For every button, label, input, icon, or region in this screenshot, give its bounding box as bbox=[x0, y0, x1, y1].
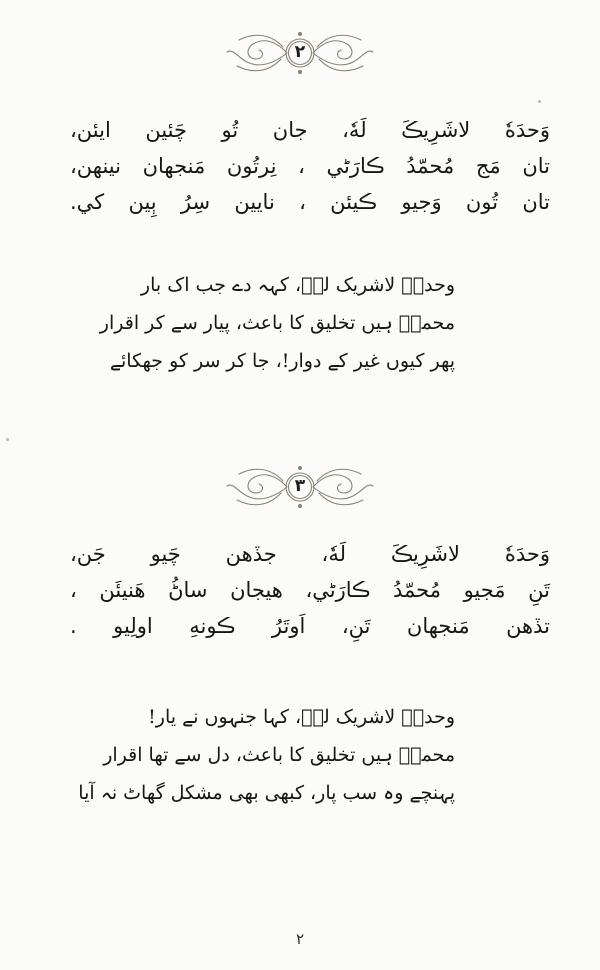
sindhi-line: تان تُون وَجيو ڪيئن ، نايين سِرُ ٻِين کي. bbox=[70, 190, 550, 214]
poem-number: ٢ bbox=[294, 42, 306, 63]
urdu-line: محمدؐ ہیں تخلیق کا باعث، پیار سے کر اقرار bbox=[99, 312, 455, 334]
stanza-ornament-two bbox=[225, 462, 375, 512]
sindhi-stanza-two bbox=[70, 536, 550, 644]
urdu-line: پہنچے وہ سب پار، کبھی بھی مشکل گھاٹ نہ آیا bbox=[78, 782, 455, 804]
page-number: ٢ bbox=[295, 930, 305, 948]
urdu-stanza-two bbox=[78, 698, 455, 812]
urdu-stanza-one bbox=[99, 266, 455, 380]
sindhi-line: تڏهن مَنجهان تَنِ، اَوتَرُ ڪونهِ اولِيو . bbox=[70, 614, 550, 638]
urdu-line: پھر کیوں غیر کے دوار!، جا کر سر کو جھکائے bbox=[109, 350, 455, 372]
sindhi-line: وَحدَهٗ لاشَرِيڪَ لَهٗ، جان تُو چَئين ايئن، bbox=[70, 118, 550, 142]
scan-speck bbox=[538, 100, 541, 103]
sindhi-line: تان مَج مُحمّدُ ڪارَڻي ، نِرتُون مَنجهان نينهن، bbox=[70, 154, 550, 178]
poem-number: ٣ bbox=[294, 476, 306, 497]
urdu-line: وحدہٗ لاشریک لہٗ، کہہ دے جب اک بار bbox=[140, 274, 455, 296]
urdu-line: وحدہٗ لاشریک لہٗ، کہا جنہوں نے یار! bbox=[148, 706, 455, 728]
sindhi-line: وَحدَهٗ لاشَرِيڪَ لَهٗ، جڏهن چَيو جَن، bbox=[70, 542, 550, 566]
urdu-line: محمدؐ ہیں تخلیق کا باعث، دل سے تھا اقرار bbox=[103, 744, 455, 766]
stanza-ornament-one bbox=[225, 28, 375, 78]
sindhi-line: تَنِ مَجيو مُحمّدُ ڪارَڻي، هيجان ساڻُ هَنيئَن ، bbox=[70, 578, 550, 602]
sindhi-stanza-one bbox=[70, 112, 550, 220]
scan-speck bbox=[6, 438, 9, 441]
